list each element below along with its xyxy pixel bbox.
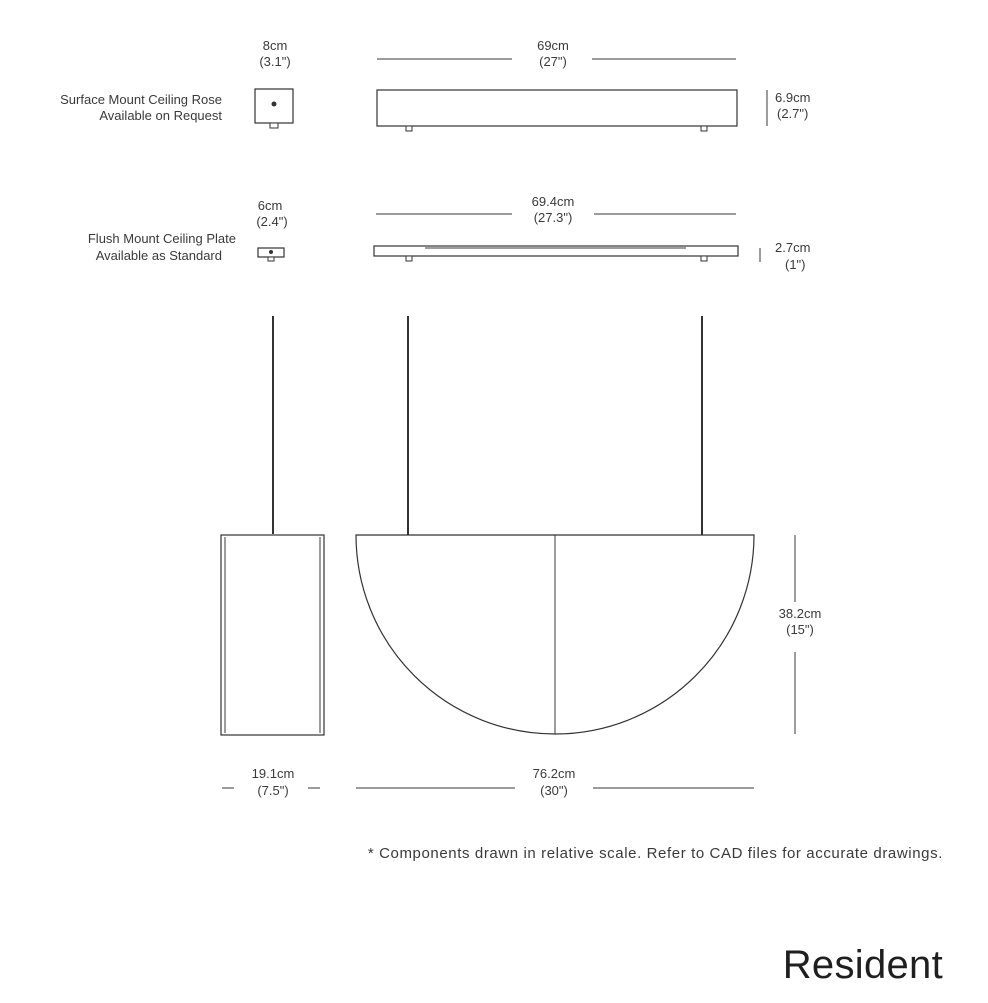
canopy-surface-length-dimension: [377, 38, 736, 69]
canopy-flush-length-dimension: [376, 194, 736, 225]
ceiling-plate-drawing: [258, 248, 284, 261]
canopy-surface-length-cm: 69cm: [537, 38, 569, 53]
front-view-drawing: [356, 316, 754, 734]
canopy-surface-height-in: (2.7"): [777, 106, 809, 121]
canopy-flush-drawing: [374, 246, 738, 261]
rose-label: [60, 92, 222, 123]
canopy-flush-height-cm: 2.7cm: [775, 240, 811, 255]
canopy-surface-drawing: [377, 90, 737, 131]
rose-width-cm: 8cm: [262, 38, 288, 53]
canopy-surface-length-in: (27"): [539, 54, 567, 69]
shade-height-dimension: [779, 535, 822, 734]
shade-depth-dimension: [222, 766, 320, 798]
rose-label-line1: Surface Mount Ceiling Rose: [60, 92, 222, 107]
shade-depth-cm: 19.1cm: [251, 766, 295, 781]
rose-width-dimension: [259, 38, 290, 69]
canopy-surface-height-cm: 6.9cm: [775, 90, 811, 105]
shade-depth-in: (7.5"): [257, 783, 289, 798]
plate-label: [88, 231, 236, 263]
canopy-flush-length-in: (27.3"): [533, 210, 573, 225]
plate-label-line1: Flush Mount Ceiling Plate: [87, 231, 236, 246]
scale-footnote: * Components drawn in relative scale. Refer to CAD files for accurate drawings.: [367, 845, 943, 862]
plate-width-dimension: [256, 198, 287, 229]
side-view-drawing: [221, 316, 324, 735]
plate-width-in: (2.4"): [256, 214, 288, 229]
canopy-flush-length-cm: 69.4cm: [531, 194, 575, 209]
shade-width-in: (30"): [540, 783, 568, 798]
brand-logo: Resident: [782, 943, 943, 987]
ceiling-rose-drawing: [255, 89, 293, 128]
shade-height-cm: 38.2cm: [778, 606, 822, 621]
canopy-surface-height-dimension: [767, 90, 810, 126]
rose-width-in: (3.1"): [259, 54, 291, 69]
canopy-flush-height-in: (1"): [785, 257, 806, 272]
shade-height-in: (15"): [786, 622, 814, 637]
shade-width-dimension: [356, 766, 754, 798]
plate-width-cm: 6cm: [257, 198, 283, 213]
rose-label-line2: Available on Request: [99, 108, 222, 123]
plate-label-line2: Available as Standard: [95, 248, 222, 263]
canopy-flush-height-dimension: [760, 240, 810, 272]
shade-width-cm: 76.2cm: [532, 766, 576, 781]
